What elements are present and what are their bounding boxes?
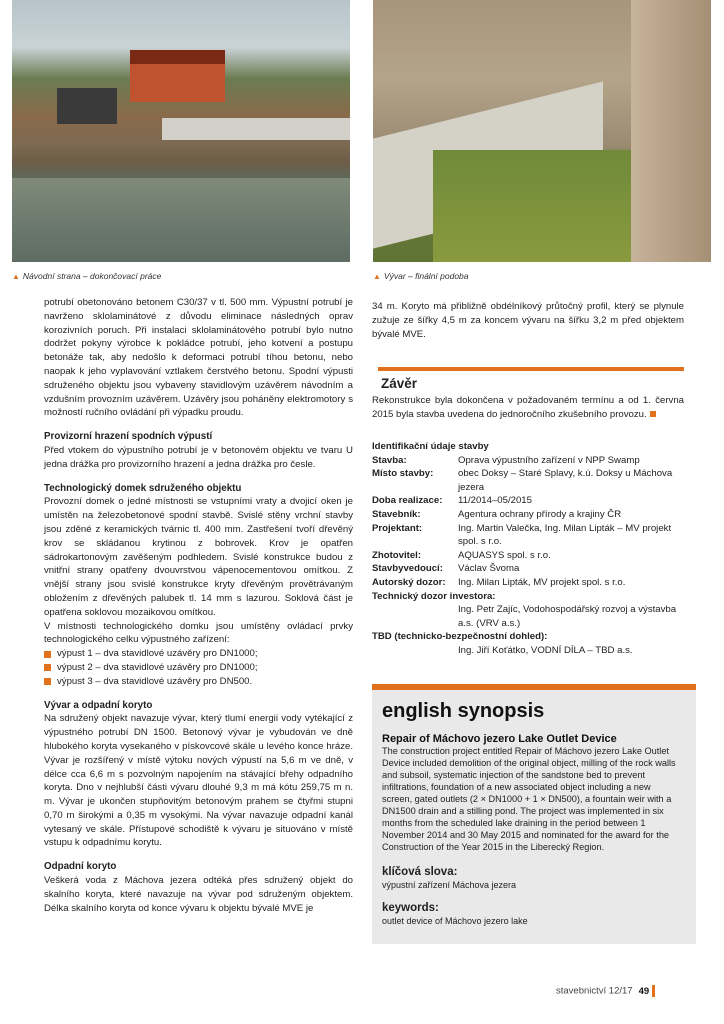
photo-house — [130, 50, 225, 102]
list-item: výpust 1 – dva stavidlové uzávěry pro DN1000; — [44, 647, 353, 661]
photo-water — [433, 150, 633, 262]
ident-row: Stavbyvedoucí: Václav Švoma — [372, 563, 520, 575]
caption-left: ▲ Návodní strana – dokončovací práce — [12, 271, 162, 281]
synopsis-subtitle: Repair of Máchovo jezero Lake Outlet Device — [382, 733, 617, 745]
page-footer — [556, 985, 686, 997]
section-heading: Technologický domek sdruženého objektu — [44, 482, 242, 494]
ident-row: Zhotovitel: AQUASYS spol. s r.o. — [372, 549, 551, 561]
keywords-cz: výpustní zařízení Máchova jezera — [382, 880, 517, 890]
ident-value-tdi: Ing. Petr Zajíc, Vodohospodářský rozvoj a výstavba a.s. (VRV a.s.) — [458, 604, 677, 629]
footer-accent-bar — [652, 985, 655, 997]
list-item: výpust 2 – dva stavidlové uzávěry pro DN1000; — [44, 661, 353, 675]
bullet-square-icon — [44, 678, 51, 685]
identification-title: Identifikační údaje stavby — [372, 441, 489, 452]
section-heading: Vývar a odpadní koryto — [44, 699, 153, 711]
photo-dam-upstream — [12, 0, 350, 262]
ident-row: Stavba: Oprava výpustního zařízení v NPP Swamp — [372, 454, 640, 466]
paragraph: Veškerá voda z Máchova jezera odtéká přes sdružený objekt do skalního koryta, které navazuje na vývar pod sdruženým objektem. Délka skalního koryta od konce vývaru k objektu bývalé MVE je — [44, 875, 353, 914]
triangle-icon: ▲ — [373, 272, 381, 281]
right-column — [372, 300, 684, 341]
section-title-zaver: Závěr — [381, 376, 418, 391]
section-divider — [378, 367, 684, 371]
keywords-en-title: keywords: — [382, 902, 439, 914]
ident-row: Projektant: Ing. Martin Valečka, Ing. Milan Lipták – MV projekt spol. s r.o. — [372, 522, 672, 548]
caption-right: ▲ Vývar – finální podoba — [373, 271, 469, 281]
photo-stilling-basin — [373, 0, 711, 262]
left-column — [44, 296, 353, 915]
photo-rock — [631, 0, 711, 262]
paragraph: Před vtokem do výpustního potrubí je v betonovém objektu ve tvaru U jedna drážka pro provizorního hrazení a jedna drážka pro česle. — [44, 444, 353, 470]
identification-block — [372, 440, 684, 658]
photo-water — [12, 178, 350, 262]
ident-row: Autorský dozor: Ing. Milan Lipták, MV projekt spol. s r.o. — [372, 576, 626, 588]
bullet-square-icon — [44, 664, 51, 671]
bullet-square-icon — [44, 651, 51, 658]
ident-row: Stavebník: Agentura ochrany přírody a krajiny ČR — [372, 508, 622, 520]
paragraph: potrubí obetonováno betonem C30/37 v tl. 500 mm. Výpustní potrubí je navrženo sklolaminátové z důvodu eliminace následných oprav korozivních poruch. Při instalaci sklolaminátového potrubí bylo nutno dodržet pokyny výrobce k pokládce potrubí, jeho kotvení a postupu betonáže tak, aby nedošlo k deformaci potrubí tíhou betonu, nebo naopak k jeho vyplavování vztlakem čerstvého betonu. Spodní výpusti sdruženého objektu jsou vybaveny stavidlovým uzávěrem návodním a vzdušním provozním uzávěrem. Uzávěry jsou poháněny elektromotory s možností ručního ovládání při výpadku proudu. — [44, 297, 353, 419]
ident-label-tbd: TBD (technicko-bezpečnostní dohled): — [372, 631, 548, 643]
journal-issue: stavebnictví 12/17 — [556, 985, 633, 997]
keywords-en: outlet device of Máchovo jezero lake — [382, 916, 528, 926]
list-item: výpust 3 – dva stavidlové uzávěry pro DN500. — [44, 675, 353, 689]
page-number: 49 — [638, 985, 650, 997]
synopsis-text: The construction project entitled Repair of Máchovo jezero Lake Outlet Device included demolition of the original object, milling of the rock walls and subsoil, systematic injection of the sandstone bed to prevent infiltrations, foundation of a new associated object including a new screen, gated outlets (2 × DN1000 + 1 × DN500), a fountain weir with a DN1500 drain and a stilling pond. The project was implemented in six months from the scheduled lake draining in the period between 1 November 2014 and 30 May 2015 and nominated for the award for the Construction of the Year 2015 in the Liberecký Region. — [382, 746, 676, 852]
paragraph: V místnosti technologického domku jsou umístěny ovládací prvky technologického celku výpustného zařízení: — [44, 620, 353, 646]
photo-shed — [57, 88, 117, 124]
synopsis-title: english synopsis — [382, 700, 545, 722]
ident-row: Místo stavby: obec Doksy – Staré Splavy, k.ú. Doksy u Máchova jezera — [372, 468, 673, 493]
section-heading: Odpadní koryto — [44, 861, 117, 873]
ident-label-tdi: Technický dozor investora: — [372, 590, 496, 602]
photo-wall — [162, 118, 350, 140]
section-heading: Provizorní hrazení spodních výpustí — [44, 431, 213, 443]
triangle-icon: ▲ — [12, 272, 20, 281]
paragraph: Provozní domek o jedné místnosti se vstupními vraty a dvojicí oken je umístěn na železobetonové spodní stavbě. Svislé stěny vrchní stavby jsou zděné z keramických tvárnic tl. 400 mm. Zastřešení tvoří dřevěný krov se skládanou krytinou z bobrovek. Krov je opatřen sádrokartonovým zavěšeným podhledem. Svislé konstrukce budou z vnitřní strany opatřeny dvouvrstvou vápenocementovou omítkou. Z vnější strany jsou svislé konstrukce kryty dřevěným provětrávaným obložením z dřevěných palubek tl. 14 mm s lazurou. Soklová část je opatřena soklovou mozaikovou omítkou. — [44, 496, 353, 618]
paragraph: Rekonstrukce byla dokončena v požadovaném termínu a od 1. června 2015 byla stavba uvedena do jednoročního zkušebního provozu. — [372, 395, 684, 420]
paragraph: Na sdružený objekt navazuje vývar, který tlumí energii vody vytékající z výpustného potrubí DN 1500. Betonový vývar je vybudován ve dně hlubokého koryta vysekaného v pískovcové skále u levého konce hráze. Vývar je rozšířený v místě výtoku nových výpustí na 5,6 m ve dně, v délce cca 6,6 m s pozvolným napojením na stávající břehy odpadního koryta. Dno v nejhlubší části vývaru dlouhé 9,3 m má kótu 259,75 m n. m. Vývar je ukončen stupňovitým betonovým prahem se čtyřmi stupni 0,70 m širokými a 0,35 m vysokými. Na vývar navazuje odpadní kanál vytesaný ve skále. Přístupové schodiště k vývaru je situováno v místě vstupu k odpadnímu korytu. — [44, 713, 353, 849]
ident-value-tbd: Ing. Jiří Koťátko, VODNÍ DÍLA – TBD a.s. — [458, 644, 633, 656]
end-mark-icon — [650, 411, 656, 417]
ident-row: Doba realizace: 11/2014–05/2015 — [372, 495, 532, 507]
paragraph: 34 m. Koryto má přibližně obdélníkový průtočný profil, který se plynule zužuje ze šířky 4,5 m za koncem vývaru na šířku 3,2 m před objektem bývalé MVE. — [372, 301, 684, 340]
keywords-cz-title: klíčová slova: — [382, 866, 458, 878]
